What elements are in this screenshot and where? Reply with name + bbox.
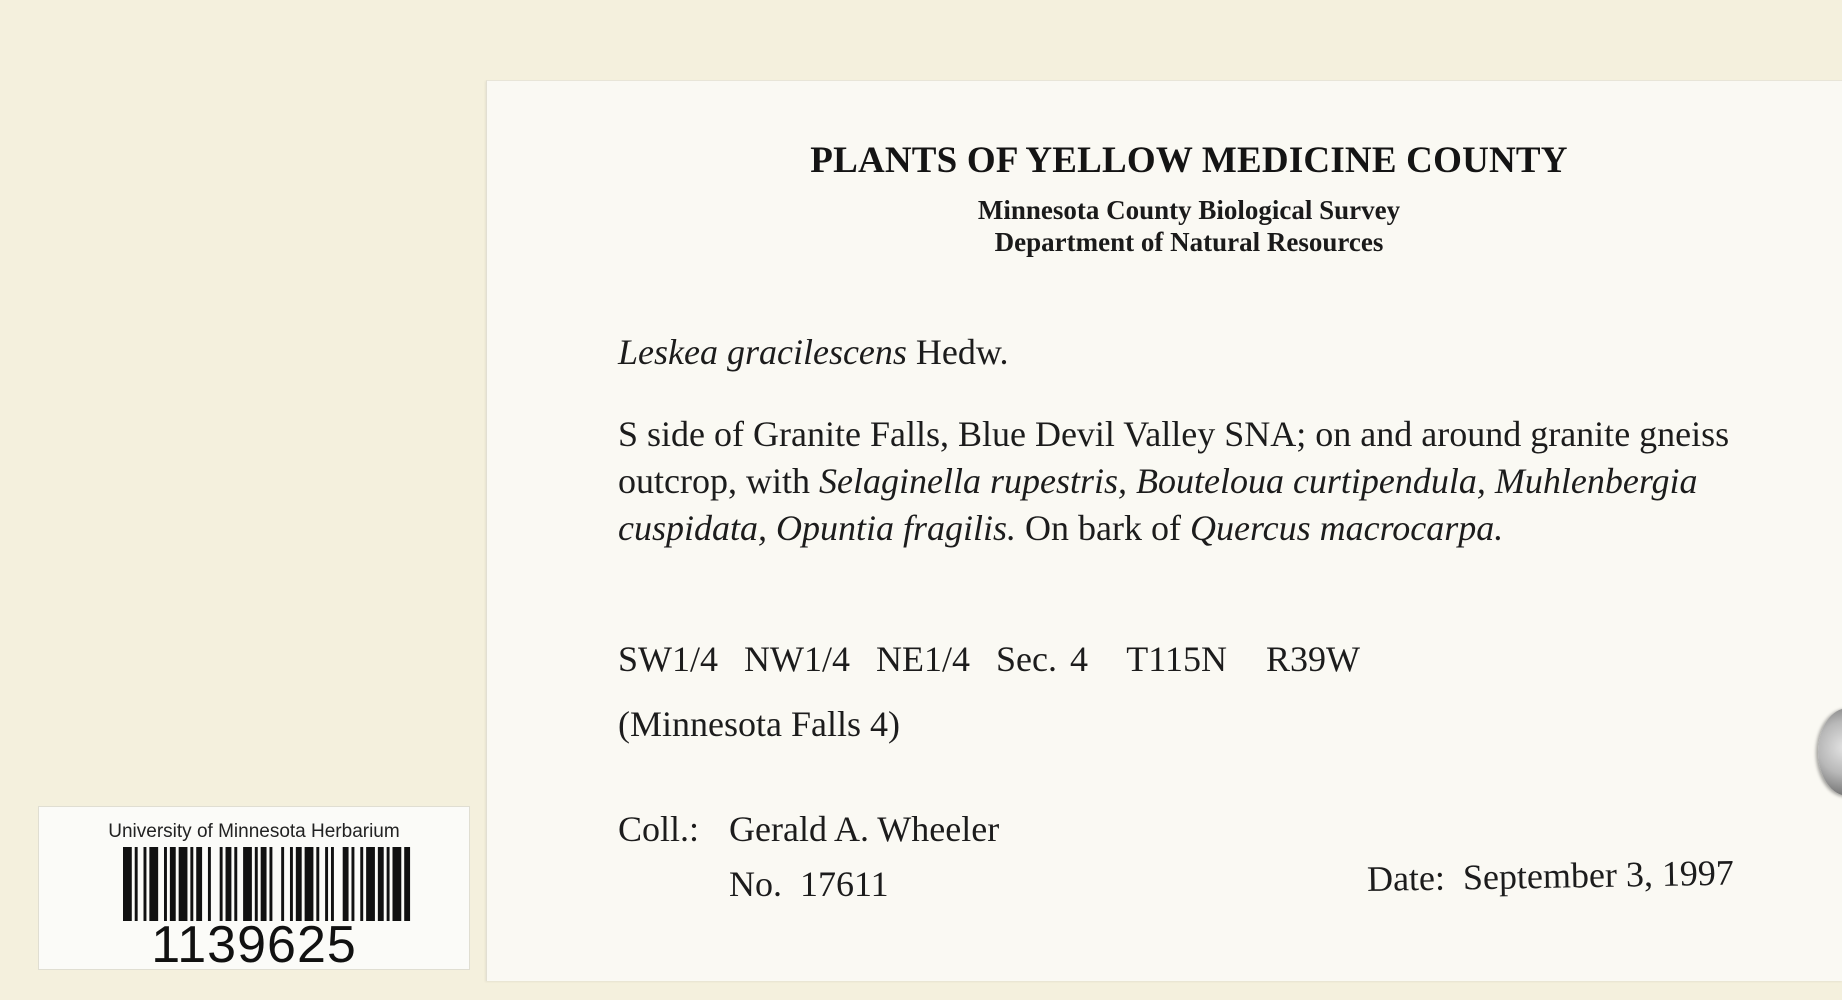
taxon — [618, 329, 1009, 376]
taxon-author: Hedw. — [915, 332, 1009, 372]
label-subtitle-department: Department of Natural Resources — [994, 227, 1384, 257]
locality-segment-italic: Selaginella rupestris, Bouteloua curtipendula, Muhlenbergia cuspidata, Opuntia fragilis. — [618, 461, 1698, 548]
taxon-name: Leskea gracilescens — [618, 332, 907, 372]
barcode-label — [38, 806, 470, 974]
locality-segment: On bark of — [1016, 508, 1190, 548]
specimen-label — [486, 80, 1842, 981]
barcode-icon — [123, 847, 413, 921]
quadrangle: (Minnesota Falls 4) — [618, 704, 900, 744]
label-subtitle-survey: Minnesota County Biological Survey — [977, 195, 1401, 225]
collector-label: Coll.: — [618, 809, 700, 849]
locality-description — [618, 411, 1768, 552]
barcode-number: 1139625 — [151, 916, 357, 974]
label-title: PLANTS OF YELLOW MEDICINE COUNTY — [810, 140, 1568, 181]
collection-date: Date: September 3, 1997 — [1366, 852, 1735, 899]
locality-segment-italic: Quercus macrocarpa. — [1189, 508, 1504, 548]
locality-segment: S side of Granite Falls, Blue Devil Valley SNA; on and around granite gneiss outcrop, with — [618, 414, 1730, 501]
collection-number: No. 17611 — [729, 864, 889, 904]
township-range-section: SW1/4 NW1/4 NE1/4 Sec. 4 T115N R39W — [618, 639, 1360, 679]
barcode-institution: University of Minnesota Herbarium — [108, 821, 400, 842]
collector-name: Gerald A. Wheeler — [729, 809, 1000, 849]
